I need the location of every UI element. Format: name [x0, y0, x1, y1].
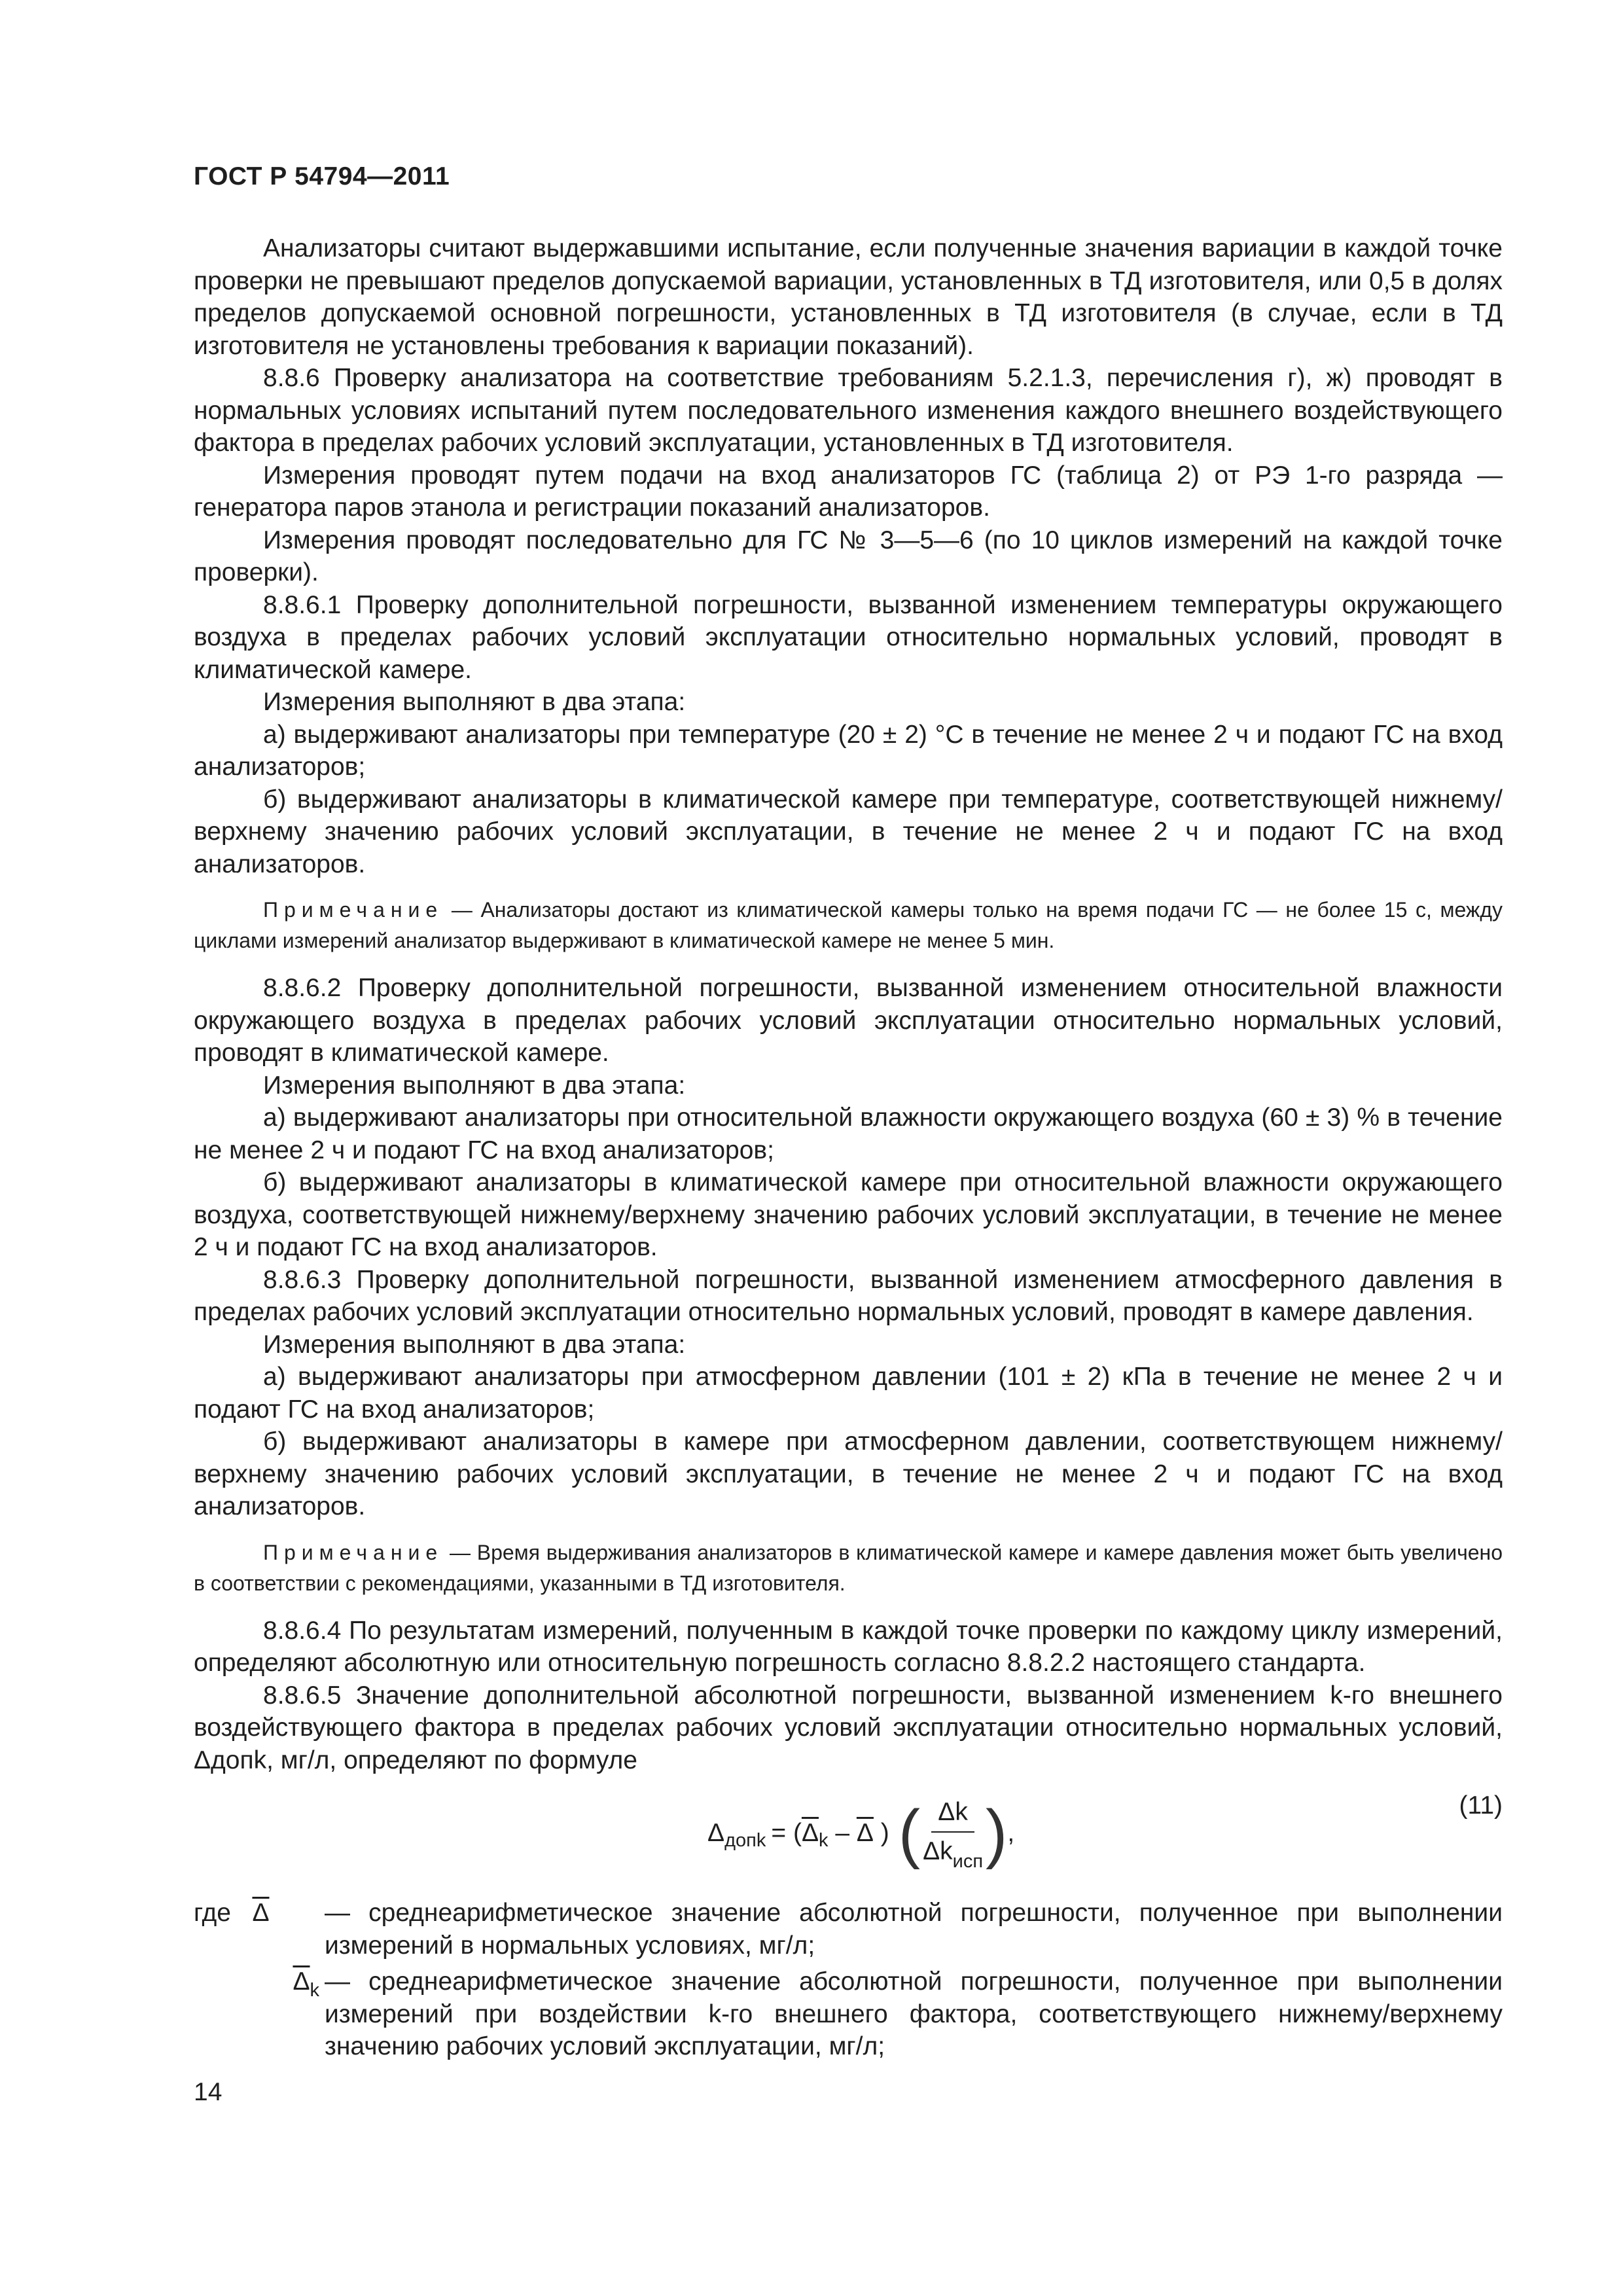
where-word: где — [194, 1899, 231, 1927]
paragraph: 8.8.6.3 Проверку дополнительной погрешности, вызванной изменением атмосферного давления в пределах рабочих условий эксплуатации относительно нормальных условий, проводят в камере давления. — [194, 1265, 1503, 1326]
paragraph: Измерения выполняют в два этапа: — [263, 1330, 686, 1359]
paragraph: Анализаторы считают выдержавшими испытание, если полученные значения вариации в каждой точке проверки не превышают пределов допускаемой вариации, установленных в ТД изготовителя, или 0,5 в долях пределов допускаемой основной погрешности, установленных в ТД изготовителя (в случае, если в ТД изготовителя не установлены требования к вариации показаний). — [194, 234, 1503, 360]
right-paren-icon: ) — [986, 1796, 1008, 1870]
fraction-denominator — [923, 1833, 983, 1871]
paragraph: 8.8.6.2 Проверку дополнительной погрешности, вызванной изменением относительной влажности окружающего воздуха в пределах рабочих условий эксплуатации относительно нормальных условий, проводят в климатической камере. — [194, 974, 1503, 1067]
where-item — [194, 1965, 1503, 2063]
formula-row — [194, 1789, 1503, 1888]
paragraph: Измерения выполняют в два этапа: — [263, 1071, 686, 1100]
where-item — [194, 1897, 1503, 1962]
paragraph: 8.8.6.5 Значение дополнительной абсолютной погрешности, вызванной изменением k-го внешнего воздействующего фактора в пределах рабочих условий эксплуатации относительно нормальных условий, Δдопk, мг/л, определяют по формуле — [194, 1681, 1503, 1774]
paragraph: 8.8.6.4 По результатам измерений, полученным в каждой точке проверки по каждому циклу измерений, определяют абсолютную или относительную погрешность согласно 8.8.2.2 настоящего стандарта. — [194, 1616, 1503, 1677]
paragraph: 8.8.6 Проверку анализатора на соответствие требованиям 5.2.1.3, перечисления г), ж) проводят в нормальных условиях испытаний путем последовательного изменения каждого внешнего воздействующего фактора в пределах рабочих условий эксплуатации, установленных в ТД изготовителя. — [194, 364, 1503, 457]
fraction-numerator: Δk — [931, 1796, 974, 1833]
formula-term-b: $\overline{\Delta}$ — [856, 1818, 874, 1847]
paragraph: а) выдерживают анализаторы при относительной влажности окружающего воздуха (60 ± 3) % в течение не менее 2 ч и подают ГС на вход анализаторов; — [194, 1103, 1503, 1164]
den-main: Δk — [923, 1837, 953, 1865]
where-symbol: $\overline{\Delta}$ — [252, 1899, 270, 1927]
paragraph: а) выдерживают анализаторы при температуре (20 ± 2) °С в течение не менее 2 ч и подают ГС на вход анализаторов; — [194, 720, 1503, 781]
body-text — [194, 232, 1503, 2063]
paragraph: б) выдерживают анализаторы в климатической камере при температуре, соответствующей нижнему/верхнему значению рабочих условий эксплуатации, в течение не менее 2 ч и подают ГС на вход анализаторов. — [194, 785, 1503, 878]
formula-lhs: Δ — [707, 1818, 725, 1847]
paragraph: б) выдерживают анализаторы в камере при атмосферном давлении, соответствующем нижнему/верхнему значению рабочих условий эксплуатации, в течение не менее 2 ч и подают ГС на вход анализаторов. — [194, 1427, 1503, 1520]
note-label: Примечание — [263, 898, 444, 922]
note-text: — Время выдерживания анализаторов в климатической камере и камере давления может быть увеличено в соответствии с рекомендациями, указанными в ТД изготовителя. — [194, 1540, 1503, 1595]
paragraph: Измерения проводят последовательно для ГС № 3—5—6 (по 10 циклов измерений на каждой точке проверки). — [194, 526, 1503, 586]
formula-fraction — [923, 1796, 983, 1870]
where-definition: — среднеарифметическое значение абсолютной погрешности, полученное при выполнении измерений в нормальных условиях, мг/л; — [325, 1899, 1503, 1960]
where-symbol-cell — [194, 1965, 325, 2063]
formula-close: ) — [873, 1818, 889, 1847]
note-text: — Анализаторы достают из климатической камеры только на время подачи ГС — не более 15 с, между циклами измерений анализатор выдерживают в климатической камере не менее 5 мин. — [194, 898, 1503, 952]
paragraph: 8.8.6.1 Проверку дополнительной погрешности, вызванной изменением температуры окружающего воздуха в пределах рабочих условий эксплуатации относительно нормальных условий, проводят в климатической камере. — [194, 590, 1503, 684]
formula-eq: = ( — [771, 1818, 802, 1847]
paragraph: Измерения выполняют в два этапа: — [263, 688, 686, 716]
paragraph: а) выдерживают анализаторы при атмосферном давлении (101 ± 2) кПа в течение не менее 2 ч и подают ГС на вход анализаторов; — [194, 1363, 1503, 1424]
den-sub: исп — [952, 1850, 984, 1872]
where-symbol: $\overline{\Delta}$ — [293, 1967, 310, 1996]
paragraph: Измерения проводят путем подачи на вход анализаторов ГС (таблица 2) от РЭ 1-го разряда — генератора паров этанола и регистрации показаний анализаторов. — [194, 461, 1503, 522]
page-number: 14 — [194, 2078, 223, 2106]
formula-minus: – — [828, 1818, 857, 1847]
note — [194, 895, 1503, 956]
formula-term-a-sub: k — [819, 1829, 829, 1851]
standard-header: ГОСТ Р 54794—2011 — [194, 162, 450, 190]
equation-number: (11) — [1459, 1791, 1503, 1820]
left-paren-icon: ( — [898, 1796, 921, 1870]
formula — [707, 1796, 1014, 1870]
paragraph: б) выдерживают анализаторы в климатической камере при относительной влажности окружающего воздуха, соответствующей нижнему/верхнему значению рабочих условий эксплуатации, в течение не менее 2 ч и подают ГС на вход анализаторов. — [194, 1168, 1503, 1261]
note-label: Примечание — [263, 1540, 444, 1564]
formula-term-a: $\overline{\Delta}$ — [801, 1818, 819, 1847]
note — [194, 1537, 1503, 1599]
where-definition: — среднеарифметическое значение абсолютной погрешности, полученное при выполнении измерений при воздействии k-го внешнего фактора, соответствующего нижнему/верхнему значению рабочих условий эксплуатации, мг/л; — [325, 1967, 1503, 2060]
formula-lhs-sub: допk — [724, 1829, 766, 1851]
where-symbol-sub: k — [310, 1980, 319, 2001]
where-symbol-cell — [194, 1897, 325, 1962]
formula-tail: , — [1007, 1818, 1015, 1847]
